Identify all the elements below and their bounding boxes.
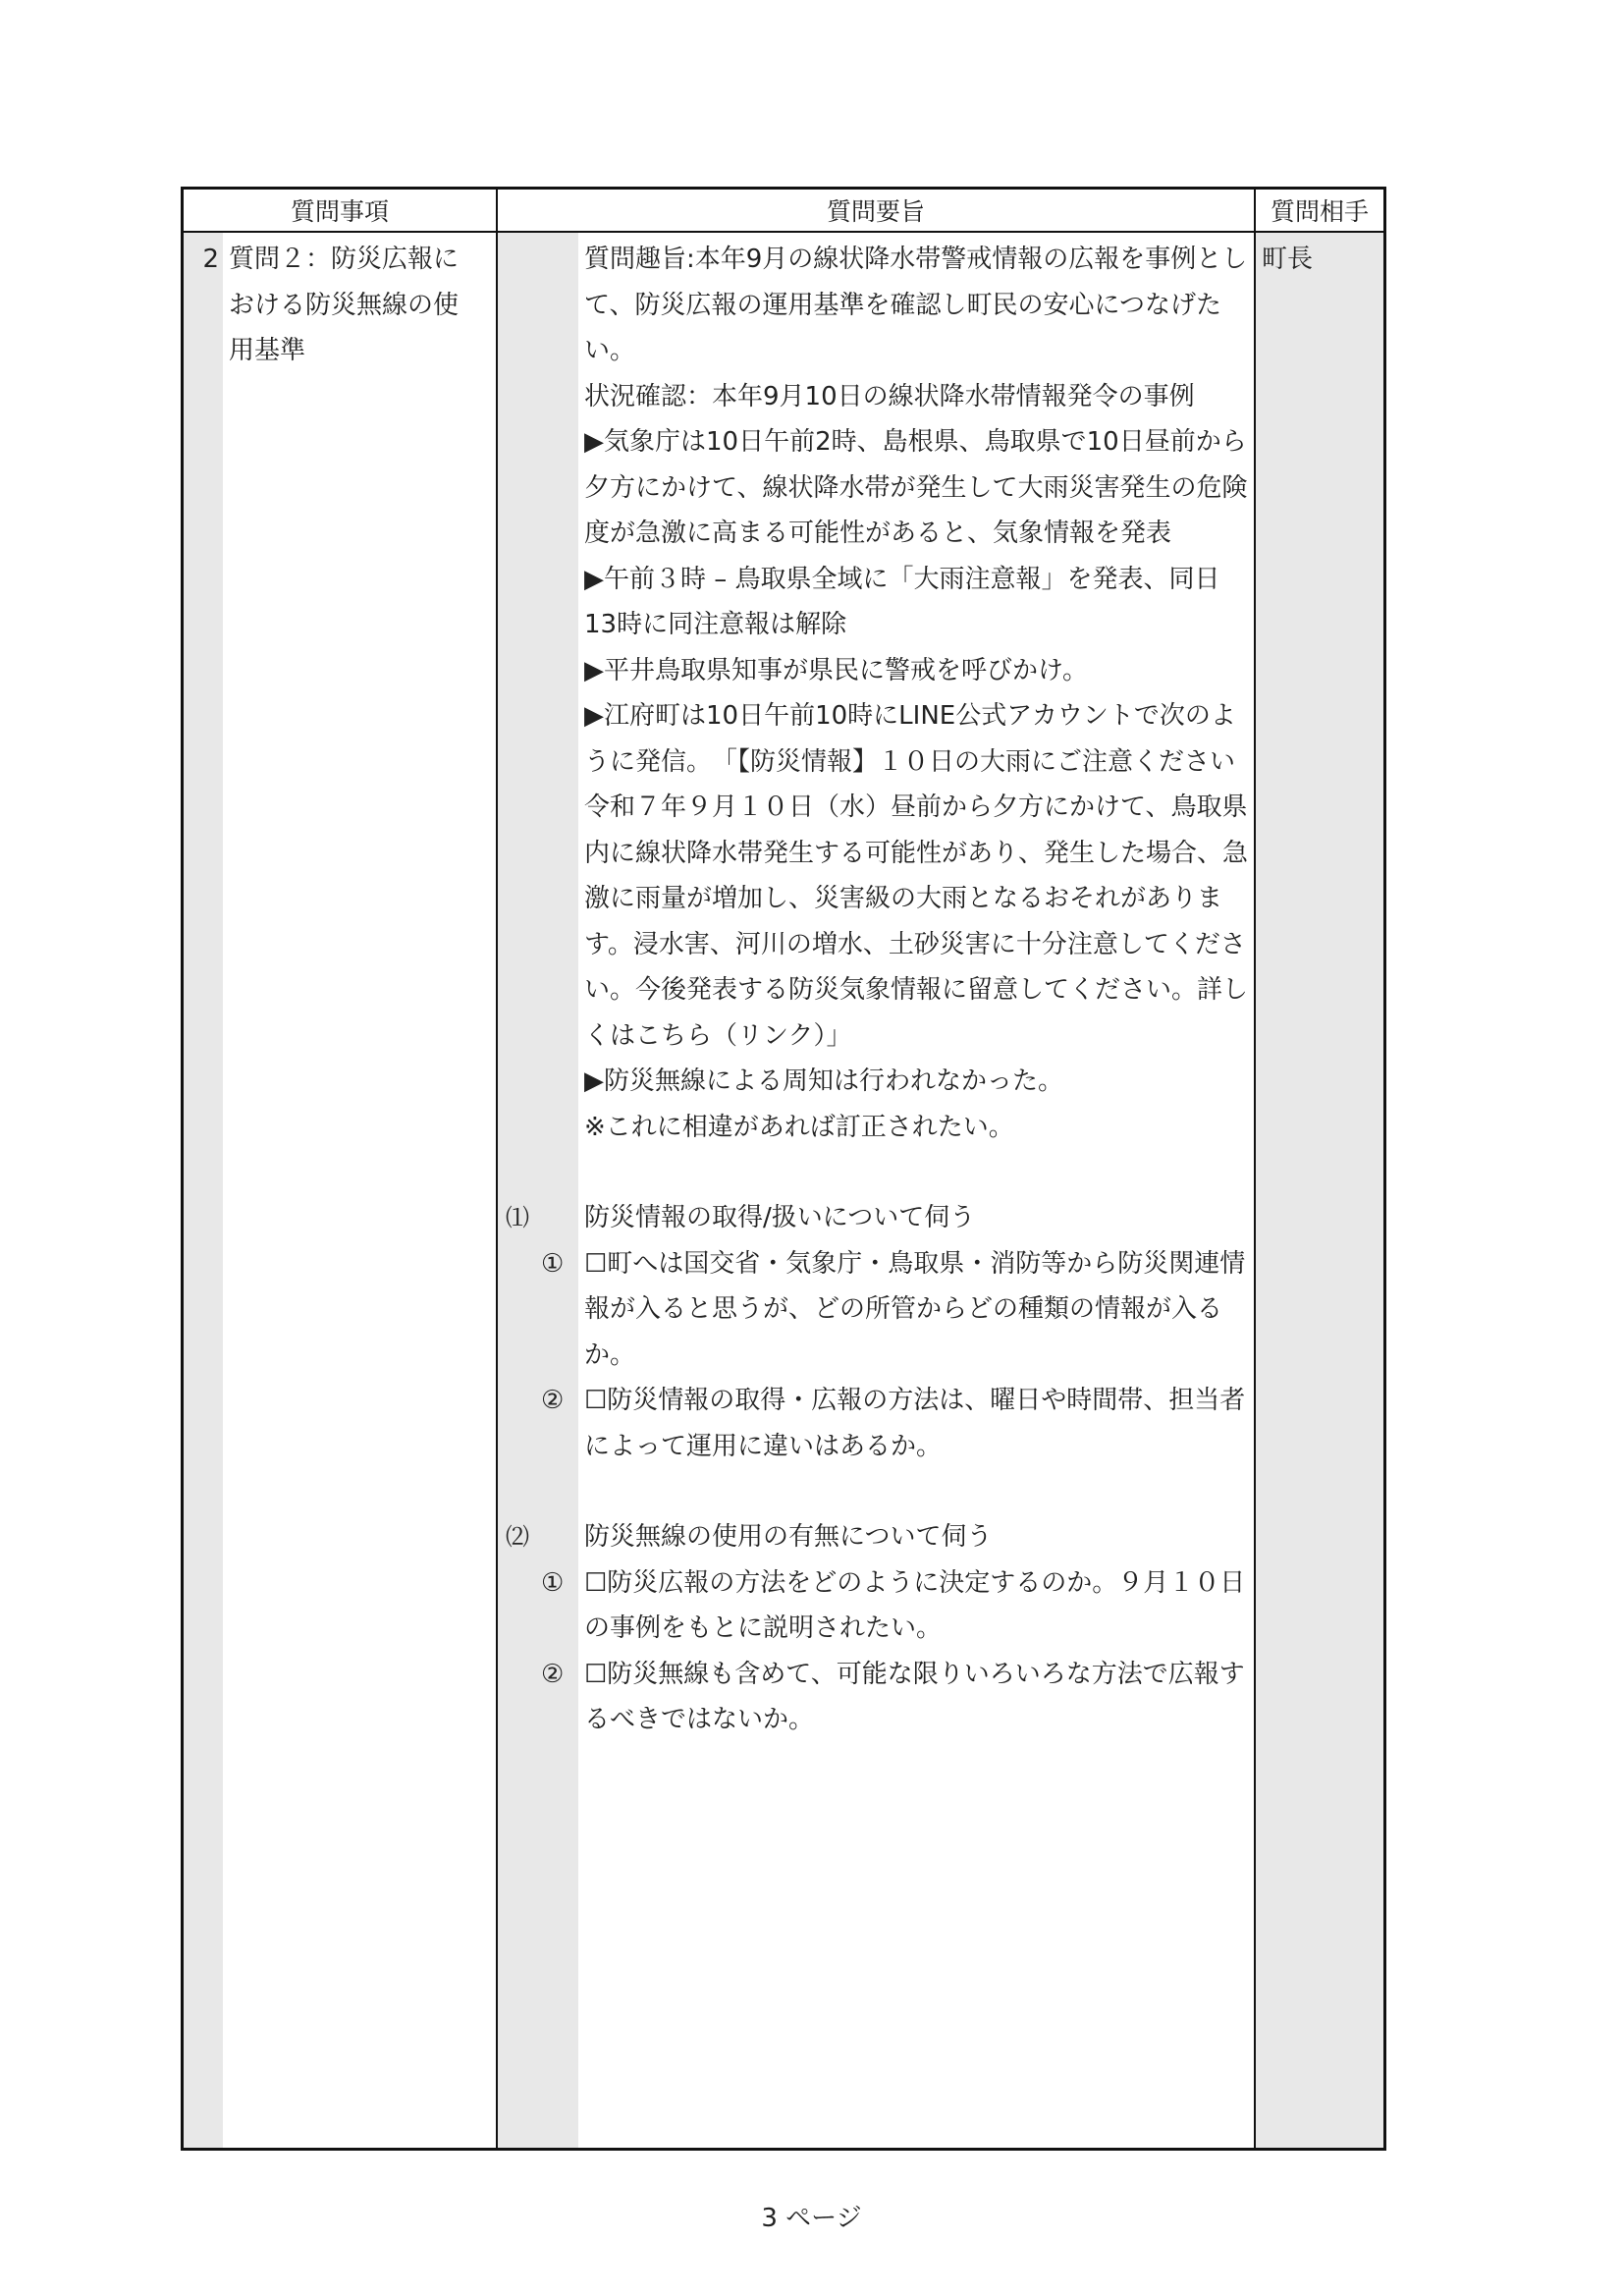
gist-event-radio: ▶防災無線による周知は行われなかった。 bbox=[584, 1066, 1063, 1096]
gist-event-line: ▶江府町は10日午前10時にLINE公式アカウントで次のように発信。 「【防災情報】１０日の大雨にご注意ください令和７年９月１０日（水）昼前から夕方にかけて、鳥取県内に線状降水帯発生する可能性があり、発生した場合、急激に雨量が増加し、災害級の大雨となるおそれがあります。浸水害、河川の増水、土砂災害に十分注意してください。今後発表する防災気象情報に留意してください。詳しくはこちら（リンク）」 bbox=[584, 701, 1249, 1051]
gist-correction-note: ※これに相違があれば訂正されたい。 bbox=[584, 1112, 1014, 1142]
section-1-item-2 bbox=[541, 1378, 1248, 1469]
question-matter-line: 質問２：防災広報に bbox=[229, 245, 460, 274]
item-text: ☐防災情報の取得・広報の方法は、曜日や時間帯、担当者によって運用に違いはあるか。 bbox=[584, 1386, 1246, 1461]
marker-column-shade bbox=[498, 231, 578, 2148]
section-marker: ⑴ bbox=[506, 1204, 529, 1231]
header-question-matter: 質問事項 bbox=[290, 197, 389, 226]
section-1-item-1 bbox=[541, 1241, 1248, 1379]
header-divider bbox=[184, 231, 1383, 233]
item-marker: ② bbox=[541, 1386, 565, 1415]
column-divider bbox=[496, 190, 498, 2148]
section-1 bbox=[506, 1195, 1248, 1241]
section-title: 防災情報の取得/扱いについて伺う bbox=[584, 1203, 976, 1232]
item-text: ☐町へは国交省・気象庁・鳥取県・消防等から防災関連情報が入ると思うが、どの所管からどの種類の情報が入るか。 bbox=[584, 1248, 1246, 1370]
item-marker: ② bbox=[541, 1659, 565, 1689]
number-column-shade bbox=[184, 231, 223, 2148]
row-number: 2 bbox=[202, 245, 219, 274]
header-question-gist: 質問要旨 bbox=[826, 197, 925, 226]
header-question-target: 質問相手 bbox=[1270, 197, 1369, 226]
gist-event-jma: ▶気象庁は10日午前2時、島根県、鳥取県で10日昼前から夕方にかけて、線状降水帯が発生して大雨災害発生の危険度が急激に高まる可能性があると、気象情報を発表 bbox=[584, 427, 1248, 548]
column-divider bbox=[1254, 190, 1256, 2148]
question-matter bbox=[229, 237, 492, 374]
question-target: 町長 bbox=[1262, 245, 1314, 274]
item-marker: ① bbox=[541, 1567, 565, 1598]
gist-situation: 状況確認：本年9月10日の線状降水帯情報発令の事例 bbox=[584, 381, 1195, 411]
section-2-item-1 bbox=[541, 1560, 1248, 1652]
question-matter-line: おける防災無線の使 bbox=[229, 290, 460, 320]
gist-event-governor: ▶平井鳥取県知事が県民に警戒を呼びかけ。 bbox=[584, 655, 1088, 685]
item-marker: ① bbox=[541, 1248, 565, 1279]
page-number: 3 ページ bbox=[761, 2204, 862, 2233]
question-table bbox=[181, 187, 1386, 2151]
target-column-shade bbox=[1256, 231, 1383, 2148]
section-title: 防災無線の使用の有無について伺う bbox=[584, 1522, 993, 1552]
item-text: ☐防災無線も含めて、可能な限りいろいろな方法で広報するべきではないか。 bbox=[584, 1659, 1245, 1734]
gist-event-advisory: ▶午前３時 – 鳥取県全域に「大雨注意報」を発表、同日13時に同注意報は解除 bbox=[584, 564, 1220, 639]
section-marker: ⑵ bbox=[506, 1523, 529, 1551]
question-matter-line: 用基準 bbox=[229, 336, 306, 365]
item-text: ☐防災広報の方法をどのように決定するのか。９月１０日の事例をもとに説明されたい。 bbox=[584, 1567, 1246, 1643]
section-2-item-2 bbox=[541, 1652, 1248, 1743]
question-gist bbox=[506, 237, 1249, 1743]
gist-purpose: 質問趣旨:本年9月の線状降水帯警戒情報の広報を事例として、防災広報の運用基準を確認し町民の安心につなげたい。 bbox=[584, 245, 1248, 365]
section-2 bbox=[506, 1514, 1248, 1560]
